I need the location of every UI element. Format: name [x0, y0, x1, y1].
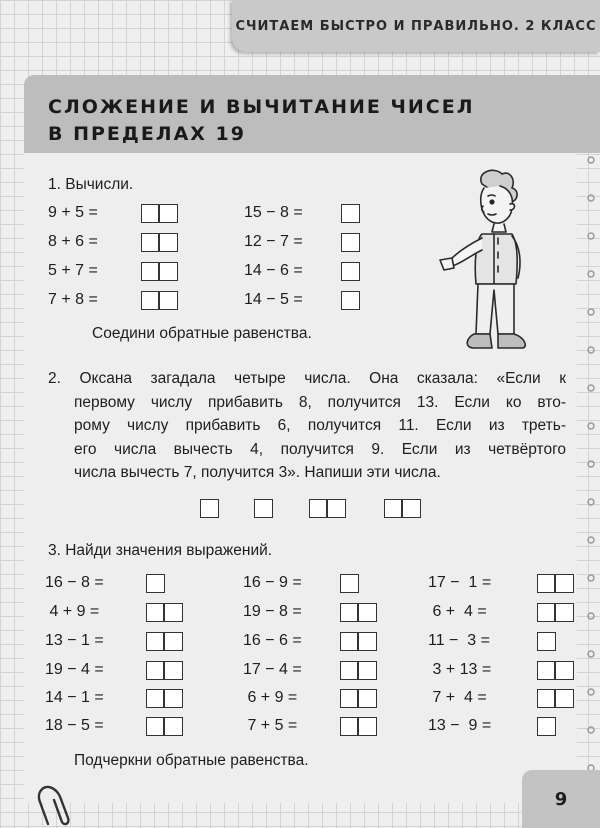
task3-col1-expr-5: 14 − 1 =: [45, 689, 104, 706]
answer-box[interactable]: [146, 717, 183, 736]
answer-box[interactable]: [141, 262, 178, 281]
task1-heading: 1. Вычисли.: [48, 176, 134, 193]
task1-left-expr-4: 7 + 8 =: [48, 291, 98, 308]
task1-right-expr-1: 15 − 8 =: [244, 204, 303, 221]
task2-line-5: числа вычесть 7, получится 3». Напиши эти числа.: [74, 464, 441, 481]
answer-box[interactable]: [340, 603, 377, 622]
page-title: [48, 94, 474, 148]
running-header: [232, 0, 600, 52]
paperclip-icon: [34, 780, 74, 826]
task2-line-4: его числа вычесть 4, получится 9. Если из четвёртого: [74, 440, 566, 458]
answer-box[interactable]: [537, 632, 556, 651]
answer-box[interactable]: [384, 499, 421, 518]
task3-col1-expr-6: 18 − 5 =: [45, 717, 104, 734]
answer-box[interactable]: [146, 574, 165, 593]
answer-box[interactable]: [254, 499, 273, 518]
task3-col1-expr-4: 19 − 4 =: [45, 661, 104, 678]
answer-box[interactable]: [340, 661, 377, 680]
answer-box[interactable]: [340, 632, 377, 651]
title-line-1: СЛОЖЕНИЕ И ВЫЧИТАНИЕ ЧИСЕЛ: [48, 96, 475, 118]
answer-box[interactable]: [146, 689, 183, 708]
task2-line-2: первому числу прибавить 8, получится 13. Если ко вто-: [74, 393, 566, 411]
answer-box[interactable]: [141, 204, 178, 223]
task2-line-3: рому числу прибавить 6, получится 11. Если из треть-: [74, 417, 566, 434]
task1-right-expr-2: 12 − 7 =: [244, 233, 303, 250]
task3-col3-expr-5: 7 + 4 =: [428, 689, 487, 706]
running-title: СЧИТАЕМ БЫСТРО И ПРАВИЛЬНО. 2 КЛАСС: [235, 18, 597, 34]
answer-box[interactable]: [341, 204, 360, 223]
task1-instruction: Соедини обратные равенства.: [92, 325, 312, 342]
answer-box[interactable]: [537, 574, 574, 593]
task1-right-expr-4: 14 − 5 =: [244, 291, 303, 308]
task2-text: [48, 367, 566, 485]
task3-col3-expr-3: 11 − 3 =: [428, 632, 490, 649]
task3-col2-expr-3: 16 − 6 =: [243, 632, 302, 649]
answer-box[interactable]: [340, 574, 359, 593]
task3-col1-expr-3: 13 − 1 =: [45, 632, 104, 649]
page-number-tab: [522, 770, 600, 828]
task1-right-expr-3: 14 − 6 =: [244, 262, 303, 279]
answer-box[interactable]: [537, 603, 574, 622]
answer-box[interactable]: [537, 689, 574, 708]
answer-box[interactable]: [141, 233, 178, 252]
title-line-2: В ПРЕДЕЛАХ 19: [48, 123, 246, 145]
answer-box[interactable]: [146, 632, 183, 651]
spiral-binding: [584, 150, 598, 790]
task3-heading: 3. Найди значения выражений.: [48, 542, 273, 559]
task3-col1-expr-2: 4 + 9 =: [45, 603, 100, 620]
task3-col2-expr-5: 6 + 9 =: [243, 689, 298, 706]
task1-left-expr-1: 9 + 5 =: [48, 204, 98, 221]
answer-box[interactable]: [309, 499, 346, 518]
answer-box[interactable]: [537, 717, 556, 736]
task3-col2-expr-1: 16 − 9 =: [243, 574, 302, 591]
answer-box[interactable]: [537, 661, 574, 680]
answer-box[interactable]: [341, 262, 360, 281]
answer-box[interactable]: [340, 717, 377, 736]
answer-box[interactable]: [141, 291, 178, 310]
task3-instruction: Подчеркни обратные равенства.: [74, 752, 309, 769]
page-number: 9: [554, 788, 568, 810]
answer-box[interactable]: [146, 603, 183, 622]
answer-box[interactable]: [341, 291, 360, 310]
task3-col3-expr-4: 3 + 13 =: [428, 661, 492, 678]
task3-col3-expr-2: 6 + 4 =: [428, 603, 487, 620]
task2-line-1: 2. Оксана загадала четыре числа. Она сказала: «Если к: [48, 370, 566, 387]
task3-col3-expr-1: 17 − 1 =: [428, 574, 492, 591]
task1-left-expr-3: 5 + 7 =: [48, 262, 98, 279]
task3-col2-expr-6: 7 + 5 =: [243, 717, 298, 734]
answer-box[interactable]: [341, 233, 360, 252]
answer-box[interactable]: [200, 499, 219, 518]
task3-col1-expr-1: 16 − 8 =: [45, 574, 104, 591]
answer-box[interactable]: [340, 689, 377, 708]
task3-col2-expr-2: 19 − 8 =: [243, 603, 302, 620]
answer-box[interactable]: [146, 661, 183, 680]
task3-col3-expr-6: 13 − 9 =: [428, 717, 492, 734]
boy-illustration: [436, 166, 536, 356]
task1-left-expr-2: 8 + 6 =: [48, 233, 98, 250]
task3-col2-expr-4: 17 − 4 =: [243, 661, 302, 678]
